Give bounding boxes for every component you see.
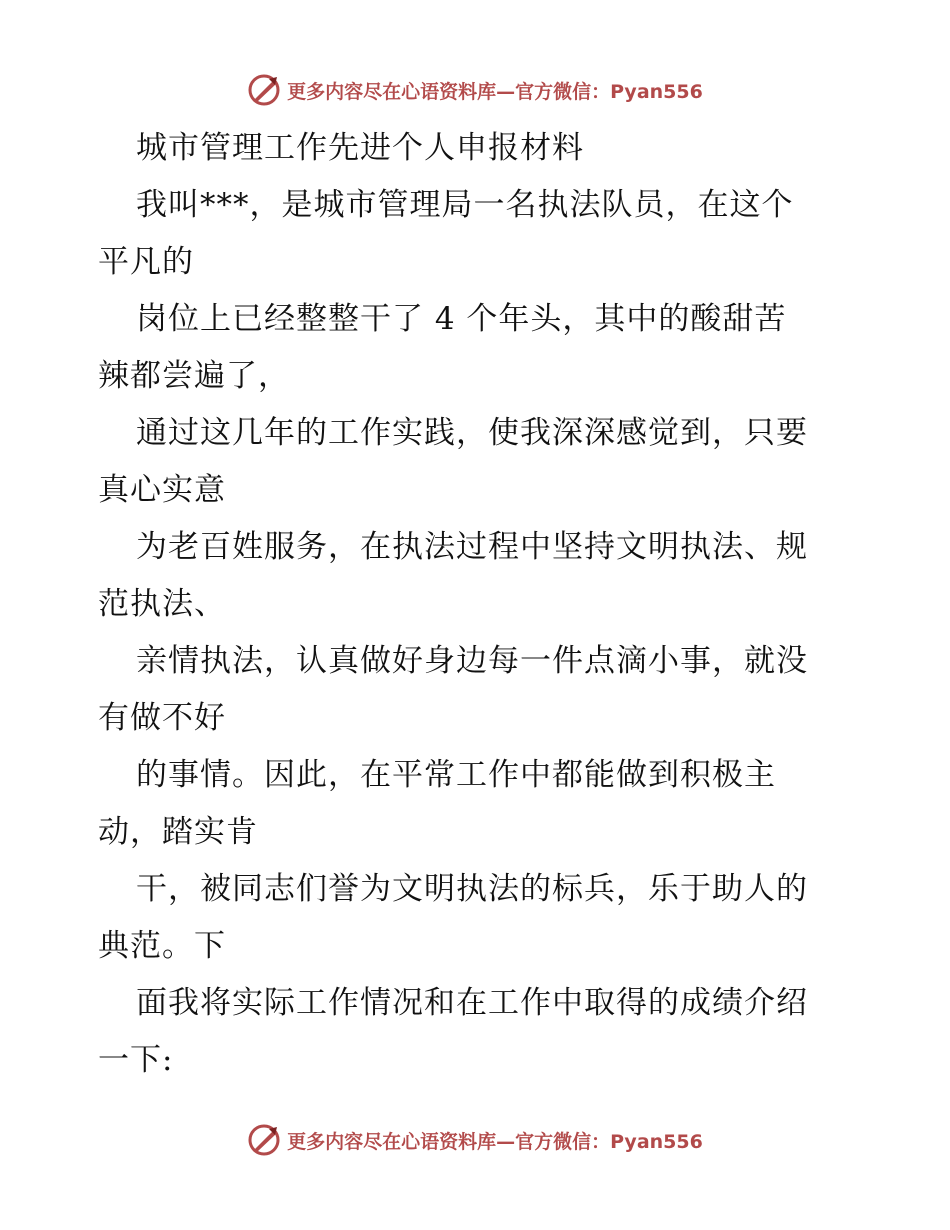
text-line: 有做不好: [98, 700, 226, 736]
text-line: 为老百姓服务，在执法过程中坚持文明执法、规: [136, 529, 808, 565]
document-title: 城市管理工作先进个人申报材料: [136, 130, 584, 166]
paragraph-lines: [98, 177, 858, 1089]
text-line: 岗位上已经整整干了 4 个年头，其中的酸甜苦: [136, 301, 787, 337]
text-line: 一下:: [98, 1042, 174, 1078]
quill-logo-icon: [247, 1123, 281, 1157]
quill-logo-icon: [247, 73, 281, 107]
text-line: 的事情。因此，在平常工作中都能做到积极主: [136, 757, 776, 793]
footer-banner: [0, 1120, 950, 1160]
header-banner-text: 更多内容尽在心语资料库—官方微信：Pyan556: [287, 80, 703, 103]
text-line: 亲情执法，认真做好身边每一件点滴小事，就没: [136, 643, 808, 679]
header-banner: [0, 70, 950, 110]
document-body: [98, 120, 858, 1089]
text-line: 范执法、: [98, 586, 226, 622]
text-line: 面我将实际工作情况和在工作中取得的成绩介绍: [136, 985, 808, 1021]
footer-banner-text: 更多内容尽在心语资料库—官方微信：Pyan556: [287, 1130, 703, 1153]
text-line: 通过这几年的工作实践，使我深深感觉到，只要: [136, 415, 808, 451]
text-line: 动，踏实肯: [98, 814, 258, 850]
text-line: 真心实意: [98, 472, 226, 508]
text-line: 平凡的: [98, 244, 194, 280]
text-line: 典范。下: [98, 928, 226, 964]
text-line: 辣都尝遍了，: [98, 358, 290, 394]
text-line: 干，被同志们誉为文明执法的标兵，乐于助人的: [136, 871, 808, 907]
text-line: 我叫***，是城市管理局一名执法队员，在这个: [136, 187, 794, 223]
